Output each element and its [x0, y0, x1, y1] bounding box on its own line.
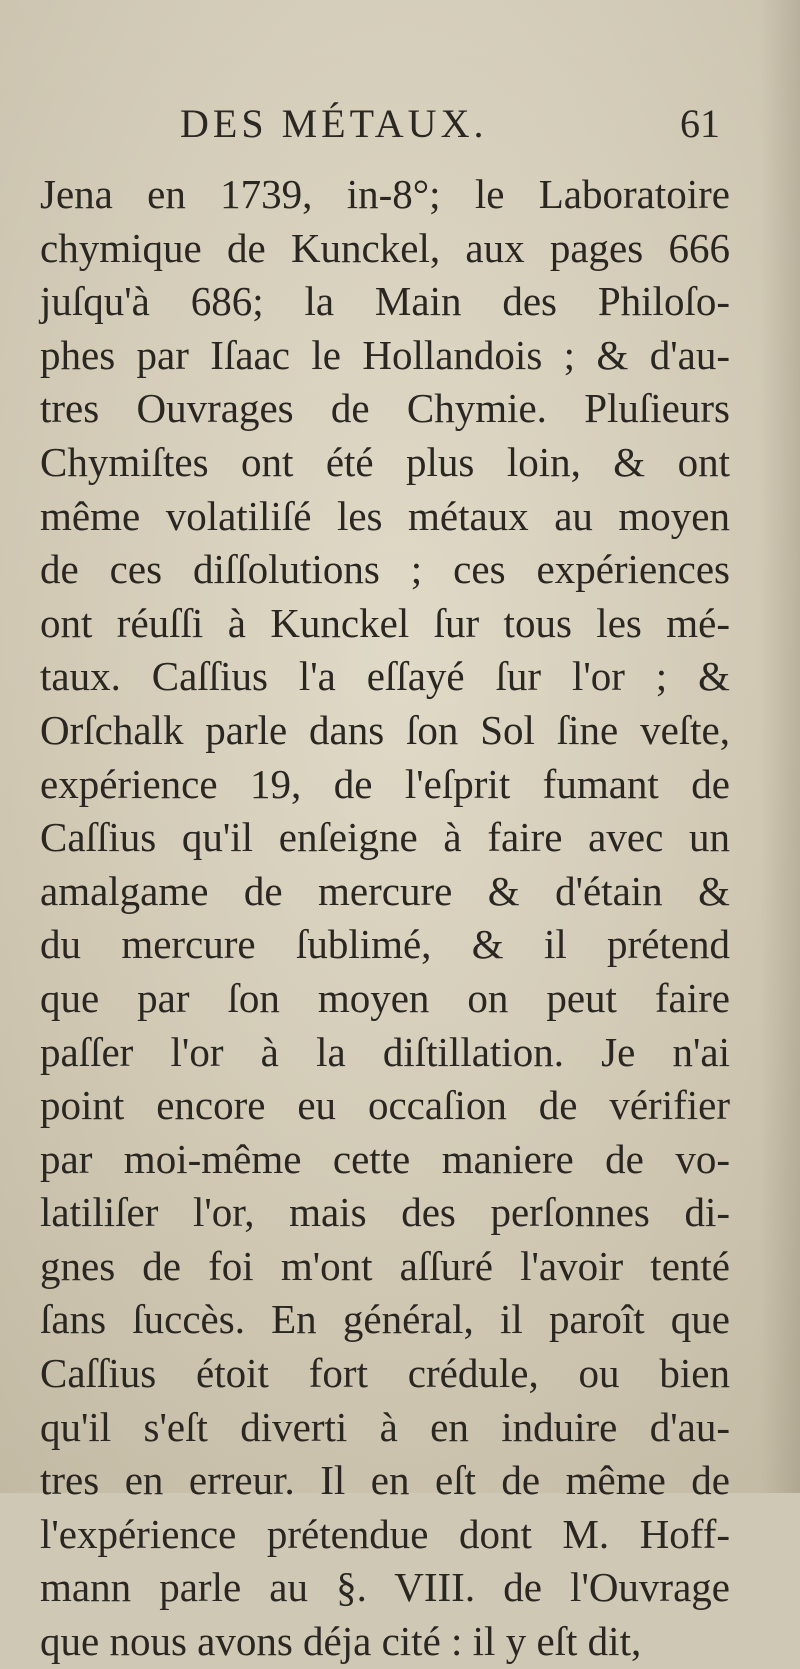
text-line: que par ſon moyen on peut faire — [40, 974, 730, 1021]
text-line: du mercure ſublimé, & il prétend — [40, 921, 730, 968]
text-line: tres Ouvrages de Chymie. Pluſieurs — [40, 385, 730, 432]
text-line: juſqu'à 686; la Main des Philoſo- — [40, 278, 730, 325]
text-line: de ces diſſolutions ; ces expériences — [40, 546, 730, 593]
text-line: expérience 19, de l'eſprit fumant de — [40, 760, 730, 807]
text-line: Caſſius qu'il enſeigne à faire avec un — [40, 814, 730, 861]
text-line: mann parle au §. VIII. de l'Ouvrage — [40, 1564, 730, 1611]
text-line: Orſchalk parle dans ſon Sol ſine veſte, — [40, 706, 730, 753]
text-line: ſans ſuccès. En général, il paroît que — [40, 1296, 730, 1343]
text-line: Jena en 1739, in-8°; le Laboratoire — [40, 171, 730, 217]
text-line: chymique de Kunckel, aux pages 666 — [40, 224, 730, 271]
text-line: Caſſius étoit fort crédule, ou bien — [40, 1350, 730, 1397]
text-line: taux. Caſſius l'a eſſayé ſur l'or ; & — [40, 653, 730, 700]
text-line: l'expérience prétendue dont M. Hoff- — [40, 1510, 730, 1557]
text-line: amalgame de mercure & d'étain & — [40, 867, 730, 914]
text-line: Chymiſtes ont été plus loin, & ont — [40, 438, 730, 485]
text-line: que nous avons déja cité : il y eſt dit, — [40, 1618, 642, 1665]
page-number: 61 — [680, 101, 720, 146]
text-line: tres en erreur. Il en eſt de même de — [40, 1457, 730, 1504]
page-header — [180, 100, 720, 160]
text-line: qu'il s'eſt diverti à en induire d'au- — [40, 1403, 730, 1450]
running-head: DES MÉTAUX. — [180, 101, 488, 146]
page-edge-shadow — [760, 0, 800, 1493]
text-line: gnes de foi m'ont aſſuré l'avoir tenté — [40, 1242, 730, 1289]
text-line: ont réuſſi à Kunckel ſur tous les mé- — [40, 599, 730, 646]
text-line: paſſer l'or à la diſtillation. Je n'ai — [40, 1028, 730, 1075]
text-line: point encore eu occaſion de vérifier — [40, 1082, 730, 1129]
body-text — [40, 168, 730, 1669]
text-line: latiliſer l'or, mais des perſonnes di- — [40, 1189, 730, 1236]
text-line: par moi-même cette maniere de vo- — [40, 1135, 730, 1182]
text-line: même volatiliſé les métaux au moyen — [40, 492, 730, 539]
text-line: phes par Iſaac le Hollandois ; & d'au- — [40, 331, 730, 378]
